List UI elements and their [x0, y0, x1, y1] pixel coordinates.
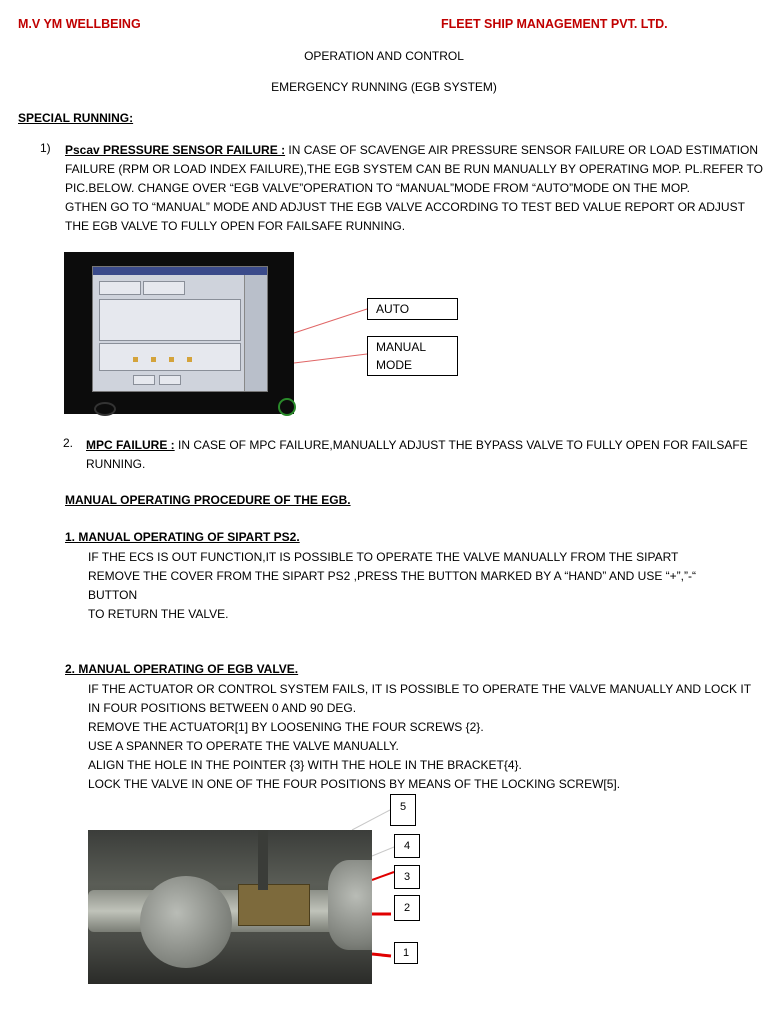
auto-callout [367, 298, 458, 320]
item1-line: FAILURE (RPM OR LOAD INDEX FAILURE),THE EGB SYSTEM CAN BE RUN MANUALLY BY OPERATING MOP. PL.REFER TO [65, 162, 763, 176]
label5-connector [352, 810, 390, 830]
mop-display [92, 266, 268, 392]
mop-panel [159, 375, 181, 385]
manual-callout-line: MANUAL [376, 340, 427, 354]
item2-number: 2. [63, 436, 74, 450]
item1-paragraph [65, 141, 765, 236]
valve-body [328, 860, 372, 950]
mop-screen-photo [64, 252, 294, 414]
item2-line: RUNNING. [86, 457, 146, 471]
mop-indicator [133, 357, 138, 362]
sub1-line: REMOVE THE COVER FROM THE SIPART PS2 ,PRESS THE BUTTON MARKED BY A “HAND” AND USE “+”,”-“ [88, 569, 697, 583]
sub1-line: BUTTON [88, 588, 138, 602]
mop-panel [133, 375, 155, 385]
item1-line: THE EGB VALVE TO FULLY OPEN FOR FAILSAFE RUNNING. [65, 219, 406, 233]
valve-bracket [238, 884, 310, 926]
sub2-line: IF THE ACTUATOR OR CONTROL SYSTEM FAILS, IT IS POSSIBLE TO OPERATE THE VALVE MANUALLY AND LOCK IT [88, 682, 752, 696]
label4-connector [372, 847, 394, 856]
title-emergency-running: EMERGENCY RUNNING (EGB SYSTEM) [271, 80, 497, 94]
item1-number: 1) [40, 141, 51, 155]
item1-line: IN CASE OF SCAVENGE AIR PRESSURE SENSOR FAILURE OR LOAD ESTIMATION [285, 143, 759, 157]
mop-panel [99, 299, 241, 341]
item2-paragraph [86, 436, 748, 474]
label-1-box: 1 [394, 942, 418, 964]
sub1-paragraph [88, 548, 696, 624]
auto-connector [294, 309, 367, 333]
procedure-heading: MANUAL OPERATING PROCEDURE OF THE EGB. [65, 493, 351, 507]
label-3-box: 3 [394, 865, 420, 889]
mop-indicator [169, 357, 174, 362]
manual-connector [294, 354, 367, 363]
sub2-heading: 2. MANUAL OPERATING OF EGB VALVE. [65, 662, 299, 676]
manual-mode-callout [367, 336, 458, 376]
sub1-heading: 1. MANUAL OPERATING OF SIPART PS2. [65, 530, 300, 544]
label1-connector [372, 954, 391, 956]
sub2-line: IN FOUR POSITIONS BETWEEN 0 AND 90 DEG. [88, 701, 357, 715]
mop-green-knob [278, 398, 296, 416]
egb-valve-photo [88, 830, 372, 984]
auto-callout-text: AUTO [376, 302, 410, 316]
vessel-name: M.V YM WELLBEING [18, 17, 141, 31]
special-running-heading: SPECIAL RUNNING: [18, 111, 134, 125]
label-5-box: 5 [390, 794, 416, 826]
item2-line: IN CASE OF MPC FAILURE,MANUALLY ADJUST THE BYPASS VALVE TO FULLY OPEN FOR FAILSAFE [174, 438, 748, 452]
item2-heading: MPC FAILURE : [86, 438, 175, 452]
mop-indicator [187, 357, 192, 362]
sub2-paragraph [88, 680, 751, 794]
item1-line: PIC.BELOW. CHANGE OVER “EGB VALVE”OPERATION TO “MANUAL”MODE FROM “AUTO”MODE ON THE MOP. [65, 181, 690, 195]
sub1-line: IF THE ECS IS OUT FUNCTION,IT IS POSSIBLE TO OPERATE THE VALVE MANUALLY FROM THE SIPART [88, 550, 679, 564]
sub2-line: LOCK THE VALVE IN ONE OF THE FOUR POSITIONS BY MEANS OF THE LOCKING SCREW[5]. [88, 777, 621, 791]
valve-actuator [140, 876, 232, 968]
mop-title-bar [93, 267, 267, 275]
mop-panel [143, 281, 185, 295]
item1-heading: Pscav PRESSURE SENSOR FAILURE : [65, 143, 286, 157]
mop-logo [94, 402, 116, 416]
mop-indicator [151, 357, 156, 362]
item1-line: GTHEN GO TO “MANUAL” MODE AND ADJUST THE EGB VALVE ACCORDING TO TEST BED VALUE REPORT OR ADJUST [65, 200, 745, 214]
label-2-box: 2 [394, 895, 420, 921]
valve-stem [258, 830, 268, 890]
sub2-line: USE A SPANNER TO OPERATE THE VALVE MANUALLY. [88, 739, 399, 753]
manual-callout-line: MODE [376, 358, 412, 372]
sub1-line: TO RETURN THE VALVE. [88, 607, 229, 621]
label3-connector [372, 872, 394, 880]
mop-side-menu [244, 275, 267, 391]
mop-panel [99, 281, 141, 295]
title-operation-control: OPERATION AND CONTROL [304, 49, 464, 63]
sub2-line: ALIGN THE HOLE IN THE POINTER {3} WITH THE HOLE IN THE BRACKET{4}. [88, 758, 522, 772]
label-4-box: 4 [394, 834, 420, 858]
company-name: FLEET SHIP MANAGEMENT PVT. LTD. [441, 17, 668, 31]
sub2-line: REMOVE THE ACTUATOR[1] BY LOOSENING THE FOUR SCREWS {2}. [88, 720, 484, 734]
